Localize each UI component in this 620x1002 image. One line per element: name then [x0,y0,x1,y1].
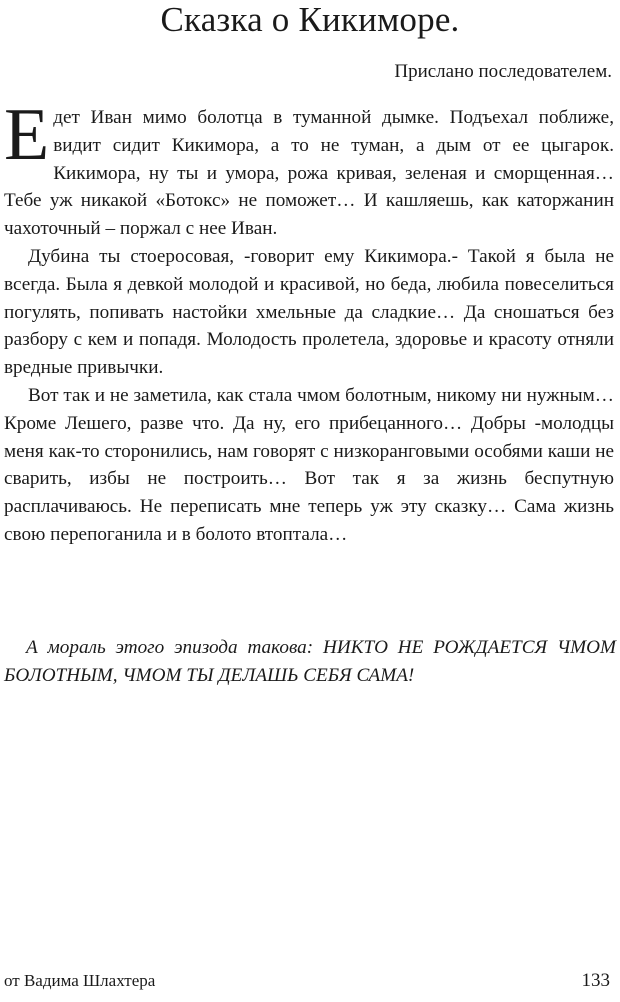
story-paragraph-2: Дубина ты стоеросовая, -говорит ему Кикимора.- Такой я была не всегда. Была я девкой молодой и красивой, но беда, любила повеселиться погулять, попивать настойки хмельные да сладкие… Да сношаться без разбору с кем и попадя. Молодость пролетела, здоровье и красоту отняли вредные привычки. [4,245,614,379]
attribution-line: Прислано последователем. [394,61,612,82]
page-number: 133 [581,970,610,991]
story-paragraph-1-text: дет Иван мимо болотца в туманной дымке. Подъехал поближе, видит сидит Кикимора, а то не туман, а дым от ее цыгарок. Кикимора, ну ты и умора, рожа кривая, зеленая и сморщенная… Тебе уж никакой «Ботокс» не поможет… И кашляешь, как каторжанин чахоточный – поржал с нее Иван. [4,107,614,240]
story-paragraph-3: Вот так и не заметила, как стала чмом болотным, никому ни нужным…Кроме Лешего, разве что. Да ну, его прибецанного… Добры -молодцы меня как-то сторонились, нам говорят с низкоранговыми особями каши не сварить, избы не построить… Вот так я за жизнь беспутную расплачиваюсь. Не переписать мне теперь уж эту сказку… Сама жизнь свою перепоганила и в болото втоптала… [4,384,614,545]
drop-cap: Е [4,94,50,176]
page-title: Сказка о Кикиморе. [160,0,460,39]
moral-text: А мораль этого эпизода такова: НИКТО НЕ РОЖДАЕТСЯ ЧМОМ БОЛОТНЫМ, ЧМОМ ТЫ ДЕЛАШЬ СЕБЯ САМА! [4,637,616,686]
footer-author: от Вадима Шлахтера [4,971,156,990]
story-body [4,94,614,549]
story-paragraph-1 [4,94,614,243]
